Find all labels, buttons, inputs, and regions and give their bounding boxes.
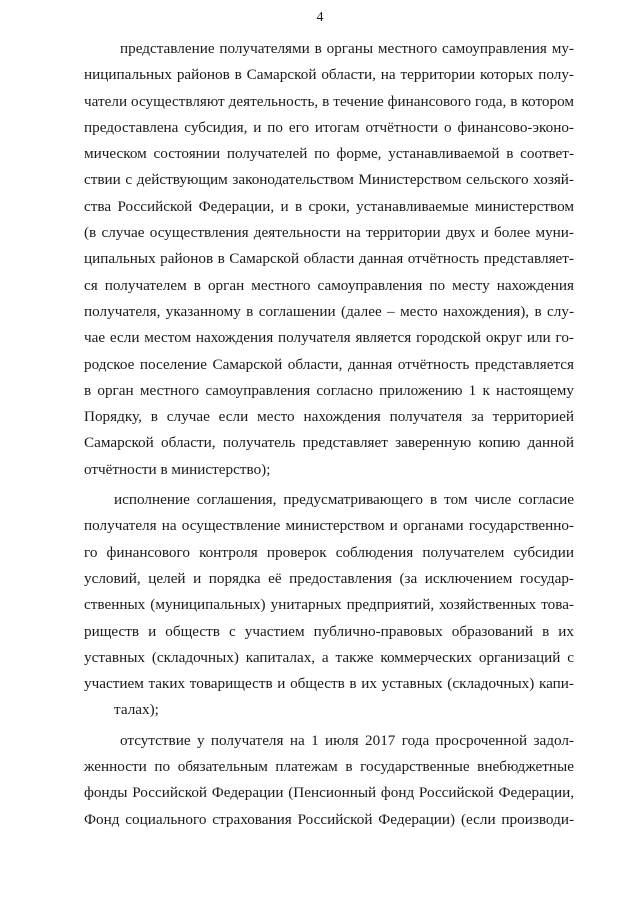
text-line: получателя, указанному в соглашении (далее – место нахождения), в слу- — [84, 302, 574, 320]
text-line: получателя на осуществление министерством и органами государственно- — [84, 517, 574, 535]
text-line: риществ и обществ с участием публично-правовых образований в их — [84, 622, 574, 640]
text-line: Фонд социального страхования Российской Федерации) (если производи- — [84, 810, 574, 828]
text-line: в орган местного самоуправления согласно приложению 1 к настоящему — [84, 381, 574, 399]
text-line: го финансового контроля проверок соблюдения получателем субсидии — [84, 543, 574, 561]
text-line: (в случае осуществления деятельности на территории двух и более муни- — [84, 224, 574, 242]
text-line: условий, целей и порядка её предоставления (за исключением государ- — [84, 569, 574, 587]
text-line: чае если местом нахождения получателя является городской округ или го- — [84, 329, 574, 347]
text-line: ства Российской Федерации, и в сроки, устанавливаемые министерством — [84, 197, 574, 215]
paragraph-3 — [84, 728, 574, 833]
paragraph-2 — [84, 487, 574, 724]
text-line: фонды Российской Федерации (Пенсионный фонд Российской Федерации, — [84, 784, 574, 802]
text-line: отчётности в министерство); — [84, 460, 271, 478]
text-line: талах); — [114, 701, 159, 719]
text-line: представление получателями в органы местного самоуправления му- — [120, 40, 574, 57]
text-line: мическом состоянии получателей по форме, устанавливаемой в соответ- — [84, 145, 574, 163]
page-number: 4 — [316, 10, 324, 25]
text-line: ципальных районов в Самарской области данная отчётность представляет- — [84, 250, 574, 268]
text-line: Самарской области, получатель представляет заверенную копию данной — [84, 434, 574, 452]
text-line: женности по обязательным платежам в государственные внебюджетные — [84, 758, 574, 776]
text-line: Порядку, в случае если место нахождения получателя за территорией — [84, 408, 574, 426]
text-line: ниципальных районов в Самарской области, на территории которых полу- — [84, 66, 574, 84]
text-line: чатели осуществляют деятельность, в течение финансового года, в котором — [84, 92, 574, 110]
text-line: ствии с действующим законодательством Министерством сельского хозяй- — [84, 171, 574, 189]
text-line: родское поселение Самарской области, данная отчётность представляется — [84, 355, 574, 373]
text-line: ственных (муниципальных) унитарных предприятий, хозяйственных това- — [84, 596, 574, 614]
text-line: ся получателем в орган местного самоуправления по месту нахождения — [84, 276, 574, 294]
document-body — [84, 36, 574, 833]
text-line: уставных (складочных) капиталах, а также коммерческих организаций с — [84, 648, 574, 666]
text-line: участием таких товариществ и обществ в их уставных (складочных) капи- — [84, 675, 574, 693]
paragraph-1 — [84, 36, 574, 483]
text-line: отсутствие у получателя на 1 июля 2017 года просроченной задол- — [120, 731, 574, 749]
text-line: исполнение соглашения, предусматривающего в том числе согласие — [114, 491, 574, 509]
text-line: предоставлена субсидия, и по его итогам отчётности о финансово-эконо- — [84, 118, 574, 136]
